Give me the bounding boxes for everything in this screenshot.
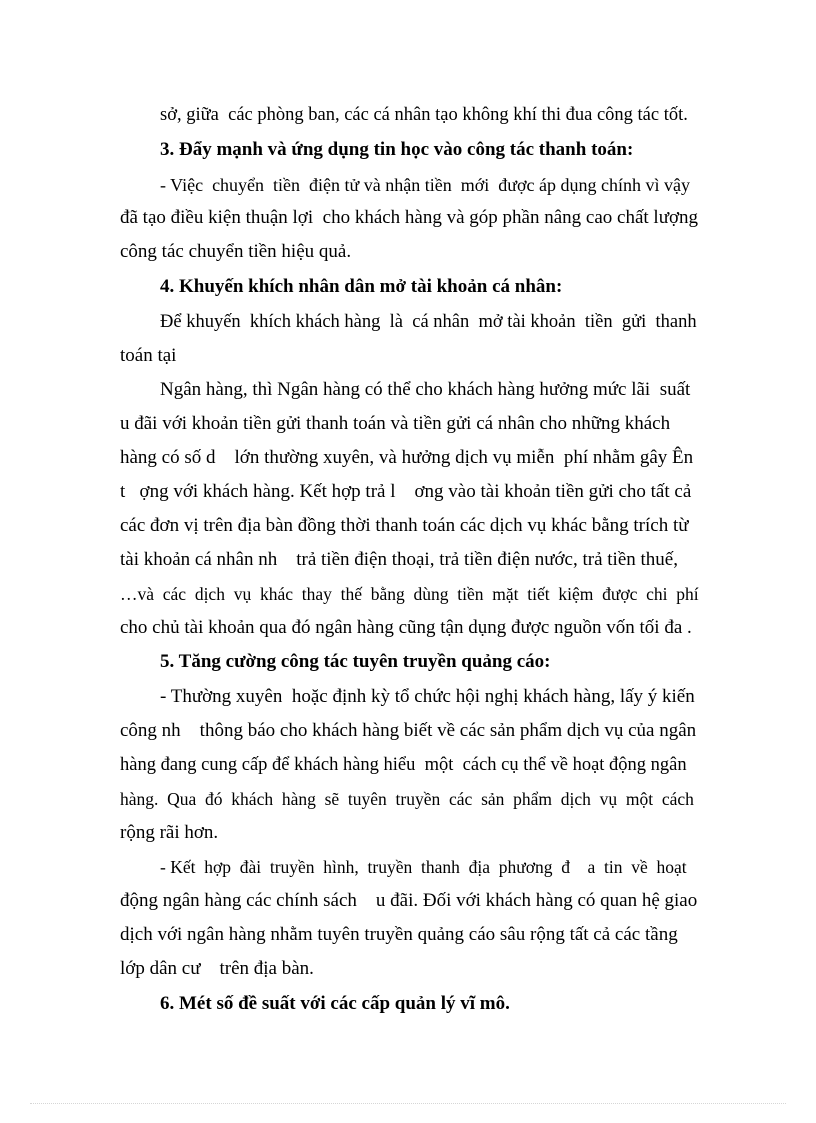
paragraph-line: hàng có số d lớn thường xuyên, và hưởng dịch vụ miễn phí nhằm gây Ên: [120, 447, 694, 468]
section-heading-5: 5. Tăng cường công tác tuyên truyền quảng cáo:: [160, 651, 551, 672]
paragraph-line: hàng đang cung cấp để khách hàng hiểu một cách cụ thể về hoạt động ngân: [120, 755, 687, 775]
paragraph-line: - Thường xuyên hoặc định kỳ tổ chức hội nghị khách hàng, lấy ý kiến: [160, 686, 695, 707]
paragraph-line: hàng. Qua đó khách hàng sẽ tuyên truyền các sản phẩm dịch vụ một cách: [120, 789, 694, 809]
section-heading-3: 3. Đẩy mạnh và ứng dụng tin học vào công tác thanh toán:: [160, 139, 634, 160]
paragraph-line: Ngân hàng, thì Ngân hàng có thể cho khách hàng hưởng mức lãi suất: [160, 379, 691, 400]
paragraph-line: rộng rãi hơn.: [120, 822, 219, 843]
paragraph-line: sở, giữa các phòng ban, các cá nhân tạo không khí thi đua công tác tốt.: [160, 105, 688, 125]
section-heading-6: 6. Mét số đề suất với các cấp quản lý vĩ mô.: [160, 993, 510, 1014]
paragraph-line: Để khuyến khích khách hàng là cá nhân mở tài khoản tiền gửi thanh: [160, 312, 697, 332]
paragraph-line: tài khoản cá nhân nh trả tiền điện thoại, trả tiền điện nước, trả tiền thuế,: [120, 549, 678, 570]
paragraph-line: lớp dân cư trên địa bàn.: [120, 958, 314, 979]
paragraph-line: t ợng với khách hàng. Kết hợp trả l ơng vào tài khoản tiền gửi cho tất cả: [120, 481, 692, 502]
paragraph-line: …và các dịch vụ khác thay thế bằng dùng tiền mặt tiết kiệm được chi phí: [120, 584, 699, 604]
paragraph-line: đã tạo điều kiện thuận lợi cho khách hàng và góp phần nâng cao chất lượng: [120, 207, 699, 228]
paragraph-line: cho chủ tài khoản qua đó ngân hàng cũng tận dụng được nguồn vốn tối đa .: [120, 617, 692, 638]
paragraph-line: u đãi với khoản tiền gửi thanh toán và tiền gửi cá nhân cho những khách: [120, 413, 671, 434]
paragraph-line: dịch với ngân hàng nhằm tuyên truyền quảng cáo sâu rộng tất cả các tầng: [120, 924, 678, 945]
paragraph-line: công tác chuyển tiền hiệu quả.: [120, 241, 352, 262]
paragraph-line: động ngân hàng các chính sách u đãi. Đối với khách hàng có quan hệ giao: [120, 890, 698, 911]
section-heading-4: 4. Khuyến khích nhân dân mở tài khoản cá nhân:: [160, 276, 563, 297]
paragraph-line: các đơn vị trên địa bàn đồng thời thanh toán các dịch vụ khác bằng trích từ: [120, 515, 689, 536]
paragraph-line: - Kết hợp đài truyền hình, truyền thanh địa phương đ a tin về hoạt: [160, 857, 687, 877]
paragraph-line: - Việc chuyển tiền điện tử và nhận tiền mới được áp dụng chính vì vậy: [160, 175, 691, 195]
paragraph-line: toán tại: [120, 345, 177, 366]
page-footer-divider: [30, 1103, 786, 1104]
paragraph-line: công nh thông báo cho khách hàng biết về các sản phẩm dịch vụ của ngân: [120, 720, 697, 741]
